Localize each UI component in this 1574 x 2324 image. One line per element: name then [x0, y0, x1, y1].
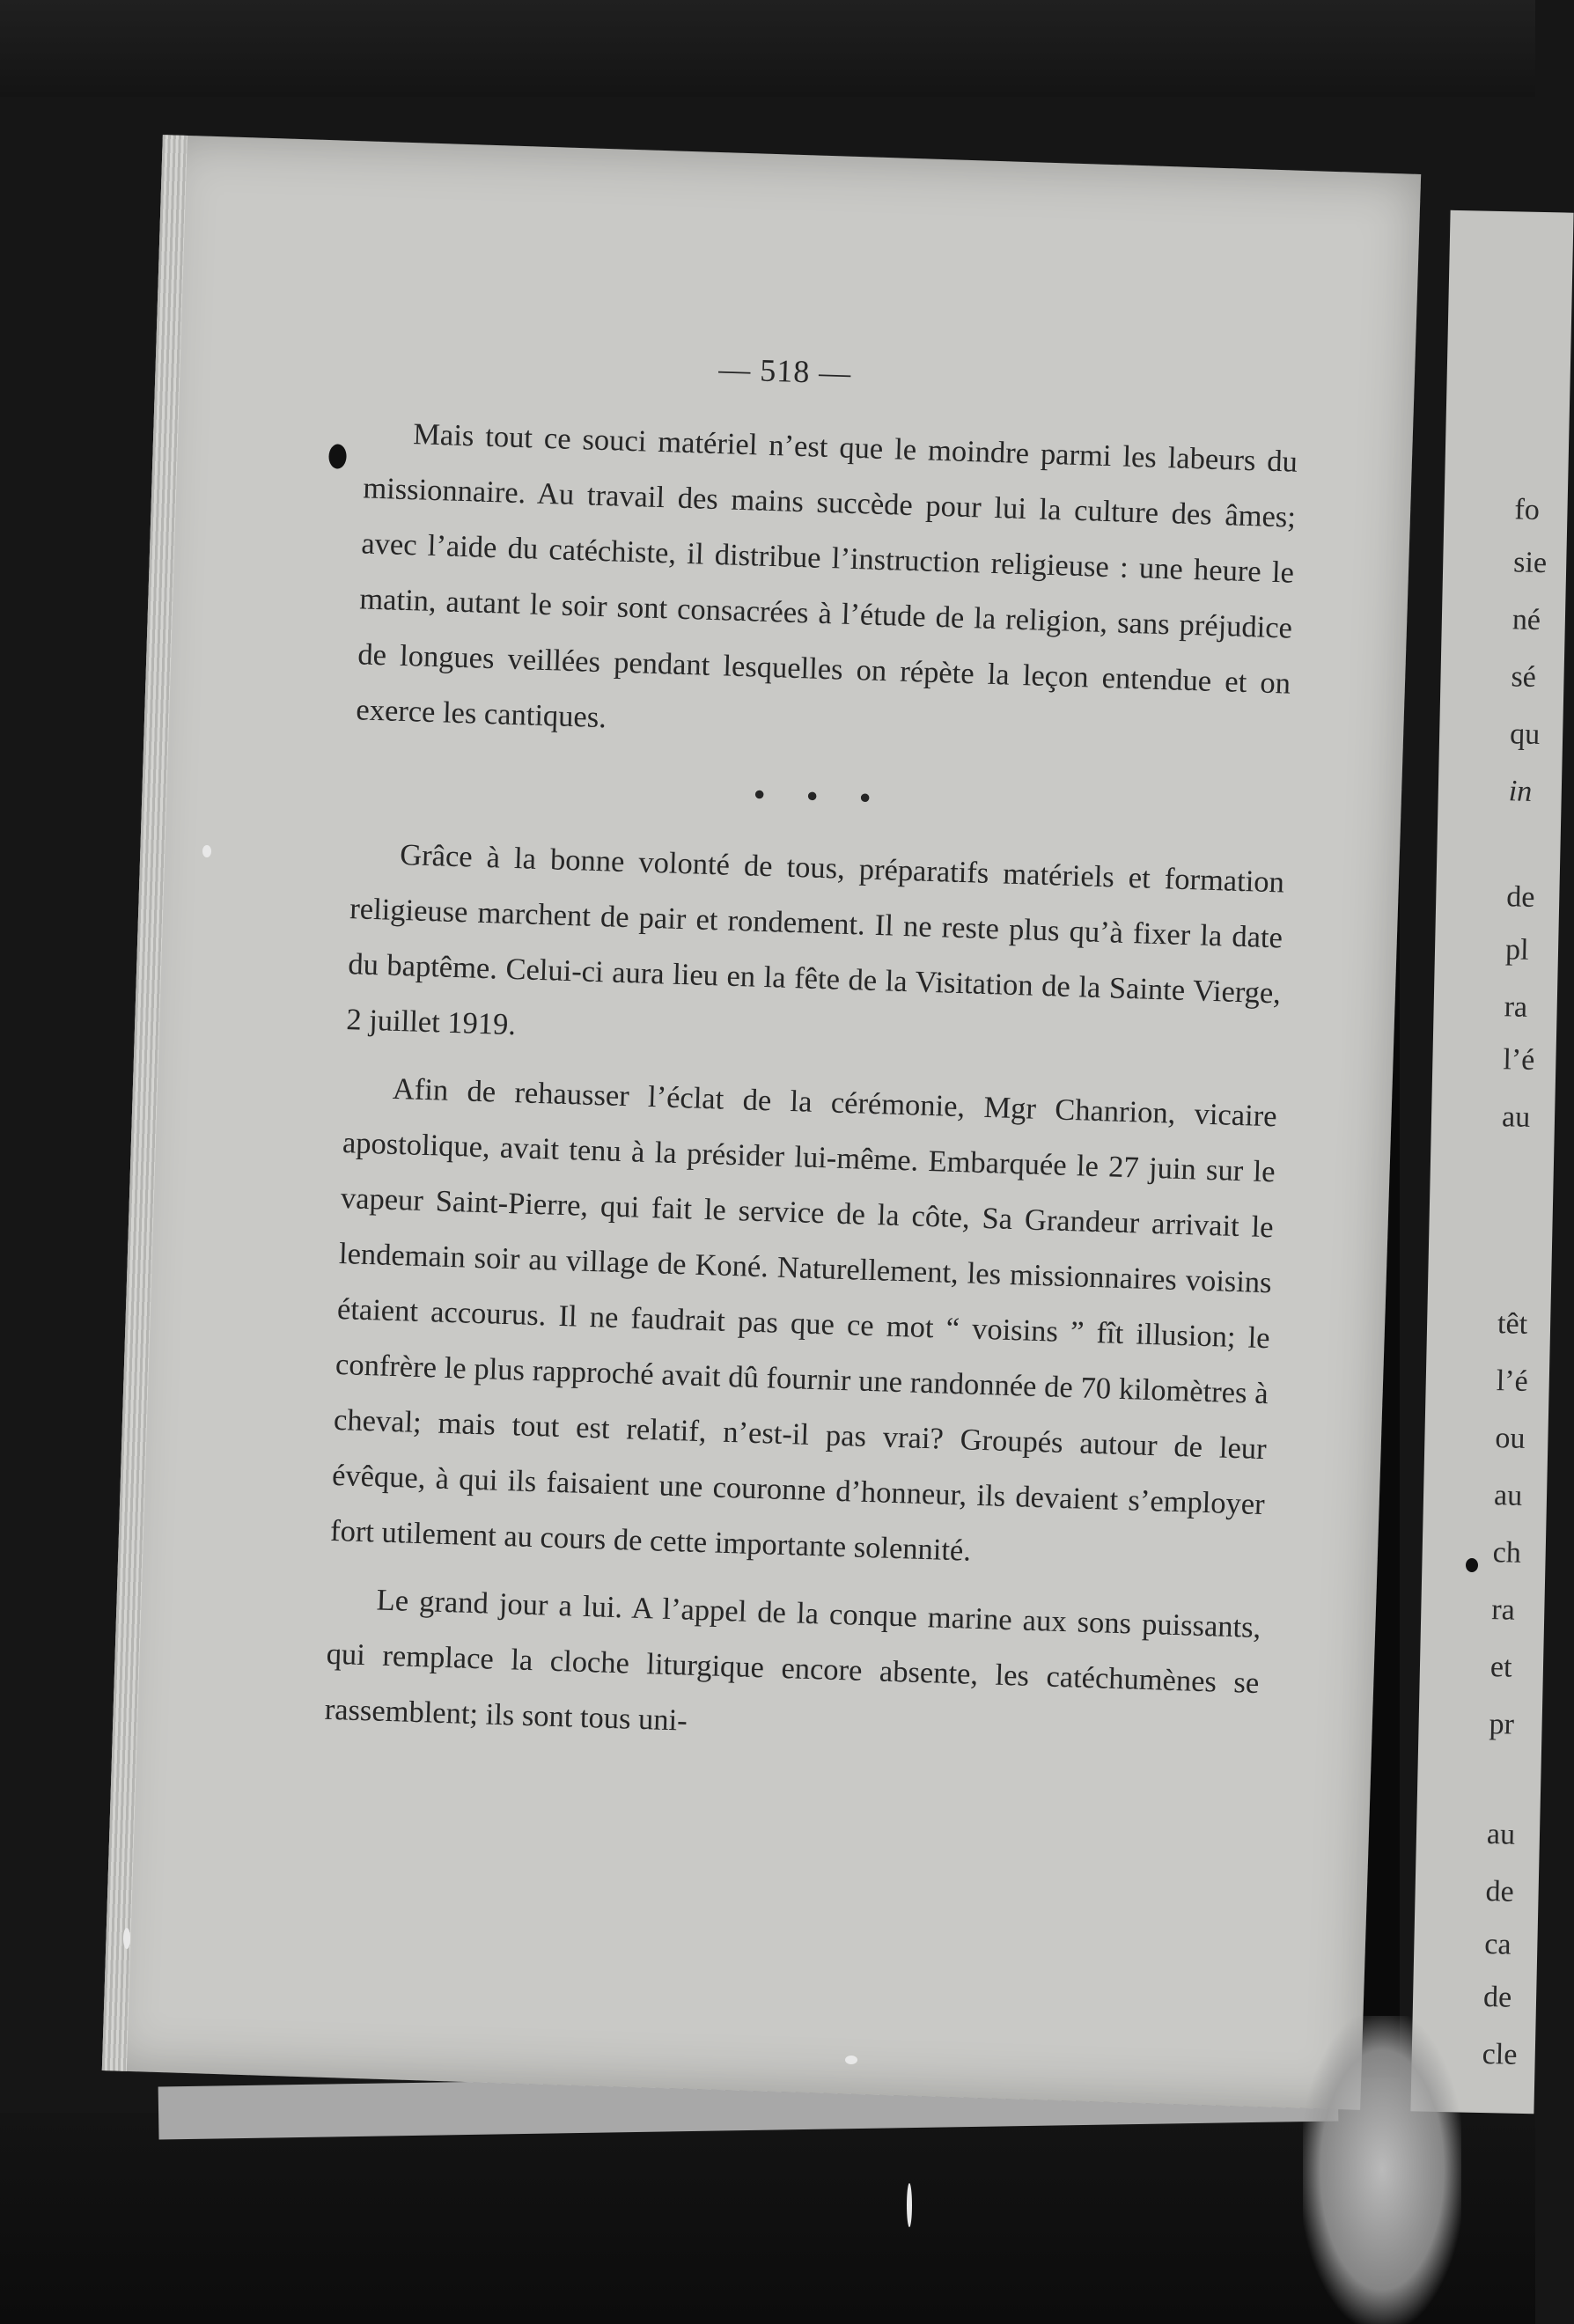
facing-page — [1410, 210, 1573, 2114]
facing-page-fragment: au — [1486, 1818, 1516, 1851]
facing-page-fragment: qu — [1509, 717, 1541, 752]
facing-page-fragment: sie — [1512, 546, 1548, 580]
dust-speck — [202, 845, 211, 857]
facing-page-fragment: têt — [1497, 1307, 1528, 1341]
dust-speck — [907, 2183, 912, 2227]
dust-speck — [845, 2056, 857, 2064]
facing-page-fragment: ou — [1495, 1422, 1526, 1455]
facing-page-fragment: de — [1505, 880, 1535, 914]
facing-page-fragment: pr — [1489, 1708, 1515, 1741]
paragraph-baptism-date: Grâce à la bonne volonté de tous, préparatifs matériels et formation religieuse marchent de pair et rondement. Il ne reste plus qu’à fixer la date du baptême. Celui-ci aura lieu en la fête de la Visitation de la Sainte Vierge, 2 juillet 1919. — [345, 837, 1285, 1042]
paragraph-bishop-visit-text: Afin de rehausser l’éclat de la cérémonie, Mgr Chanrion, vicaire apostolique, avait tenu à la présider lui-même. Embarquée le 27 juin sur le vapeur Saint-Pierre, qui fait le service de la côte, Sa Grandeur arrivait le lendemain soir au village de Koné. Naturellement, les missionnaires voisins étaient accourus. Il ne faudrait pas que ce mot “ voisins ” fît illusion; le confrère le plus rapproché avait dû fournir une randonnée de 70 kilomètres à cheval; mais tout est relatif, n’est-il pas vrai? Groupés autour de leur évêque, à qui ils faisaient une couronne d’honneur, ils devaient s’employer fort utilement au cours de cette importante solennité. — [329, 1071, 1278, 1568]
facing-page-fragment: fo — [1514, 493, 1541, 526]
ink-blot — [328, 444, 347, 469]
page-number: — 518 — — [717, 351, 852, 391]
facing-page-fragment: l’é — [1503, 1043, 1535, 1077]
dust-speck — [123, 1928, 130, 1949]
facing-page-fragment: cle — [1482, 2037, 1518, 2071]
facing-page-fragment: au — [1501, 1100, 1531, 1134]
facing-page-fragment: pl — [1504, 933, 1529, 967]
facing-page-fragment: ra — [1504, 990, 1528, 1024]
facing-page-fragment: l’é — [1496, 1364, 1529, 1398]
paper-tear-debris — [1303, 2016, 1461, 2324]
facing-page-fragment: de — [1485, 1875, 1515, 1908]
facing-page-fragment: et — [1489, 1651, 1512, 1684]
ink-blot — [1466, 1558, 1478, 1572]
facing-page-fragment: ch — [1492, 1536, 1522, 1570]
facing-page-text — [1451, 210, 1574, 2071]
book-page — [102, 135, 1421, 2110]
facing-page-fragment: au — [1493, 1479, 1523, 1512]
page-stack-edges — [102, 135, 188, 2071]
paragraph-great-day: Le grand jour a lui. A l’appel de la conque marine aux sons puissants, qui remplace la cloche liturgique encore absente, les catéchumènes se rassemblent; ils sont tous uni- — [324, 1583, 1261, 1738]
facing-page-fragment: né — [1511, 603, 1541, 637]
facing-page-fragment: ca — [1484, 1928, 1511, 1961]
scan-background-top — [0, 0, 1535, 97]
facing-page-fragment: ra — [1490, 1593, 1516, 1627]
paragraph-missionary-labour: Mais tout ce souci matériel n’est que le moindre parmi les labeurs du missionnaire. Au travail des mains succède pour lui la culture des âmes; avec l’aide du catéchiste, il distribue l’instruction religieuse : une heure le matin, autant le soir sont consacrées à l’étude de la religion, sans préjudice de longues veillées pendant lesquelles on répète la leçon entendue et on exerce les cantiques. — [355, 417, 1298, 735]
paragraph-bishop-visit — [329, 1060, 1277, 1588]
facing-page-fragment: sé — [1511, 660, 1537, 694]
section-separator: • • • — [752, 774, 888, 819]
page-body — [324, 405, 1298, 1767]
facing-page-fragment: de — [1482, 1981, 1512, 2014]
facing-page-fragment: in — [1508, 775, 1533, 808]
